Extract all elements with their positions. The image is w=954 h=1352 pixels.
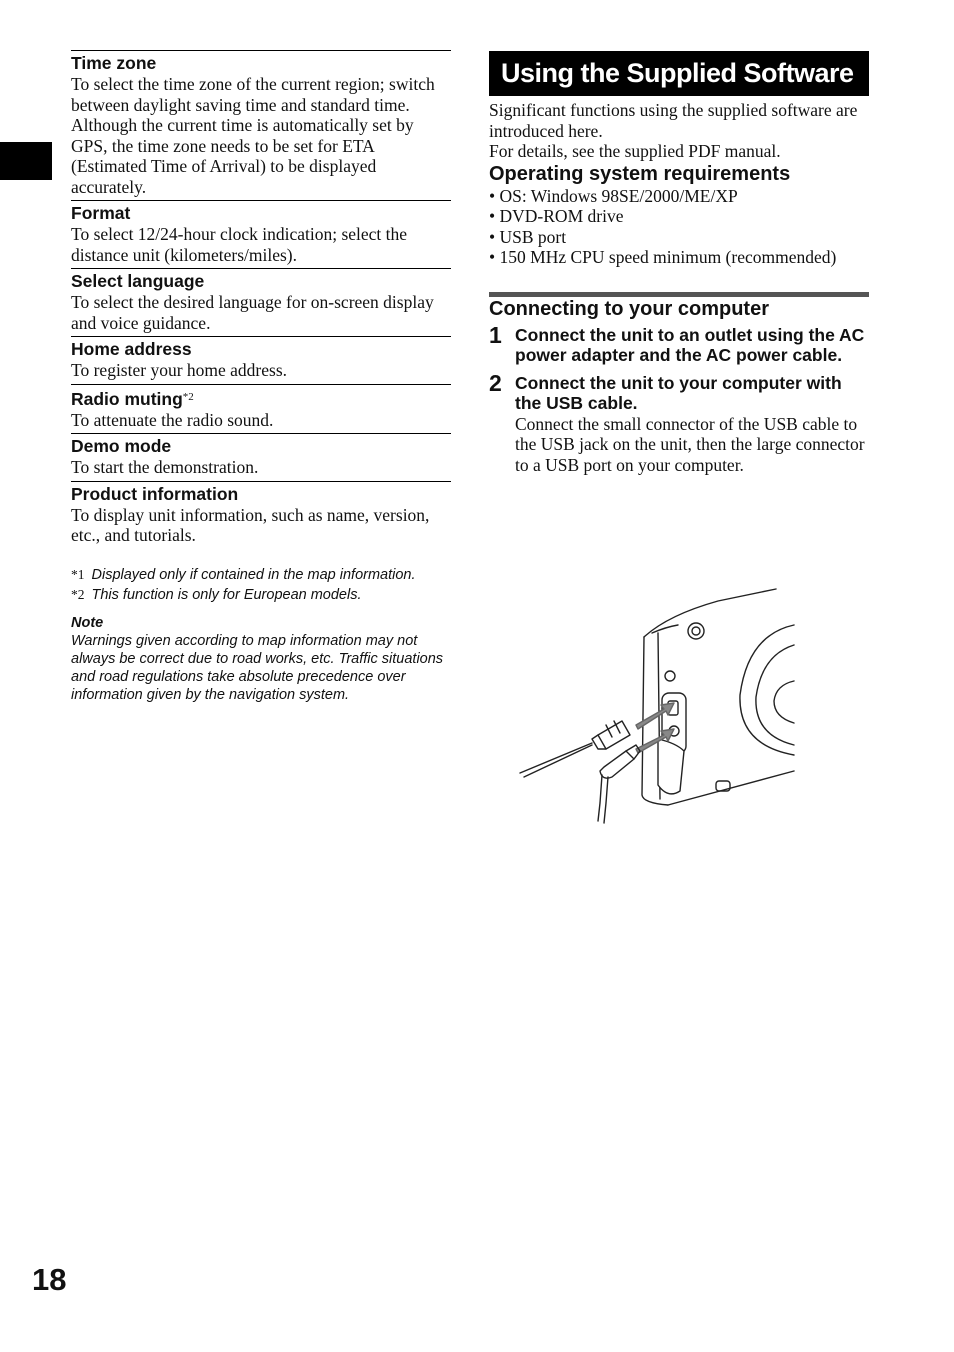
intro-text: Significant functions using the supplied software are introduced here. For details, see the supplied PDF manual. [489,100,858,161]
entry-title: Demo mode [71,436,172,456]
list-item: • OS: Windows 98SE/2000/ME/XP [489,185,738,206]
entry-title-text: Radio muting [71,388,183,409]
footnote-text: Displayed only if contained in the map information. [91,566,416,583]
step-title: Connect the unit to an outlet using the AC power adapter and the AC power cable. [515,324,865,365]
settings-entry-home-address [71,336,451,384]
footnote [71,565,451,585]
section-tab-marker [0,142,52,180]
entry-title: Product information [71,483,239,504]
settings-entry-format [71,200,451,268]
entry-text: To start the demonstration. [71,457,259,477]
settings-entry-select-language [71,268,451,336]
entry-text: To select the desired language for on-screen display and voice guidance. [71,292,434,333]
step-number: 1 [489,321,502,348]
step-2 [489,369,869,476]
list-item: • USB port [489,226,567,247]
connecting-heading: Connecting to your computer [489,297,769,320]
step-1 [489,321,869,366]
list-item-text: OS: Windows 98SE/2000/ME/XP [499,185,738,206]
note-block [71,614,451,704]
entry-title: Select language [71,271,205,291]
page-number: 18 [32,1262,67,1297]
entry-title: Home address [71,339,192,359]
section-banner: Using the Supplied Software [489,51,869,96]
step-title: Connect the unit to your computer with the USB cable. [515,372,842,413]
settings-list-column [71,50,451,704]
list-item: • 150 MHz CPU speed minimum (recommended) [489,247,837,267]
footnote-mark: *2 [71,586,85,602]
entry-title: Format [71,203,131,223]
entry-text: To select 12/24-hour clock indication; select the distance unit (kilometers/miles). [71,224,408,265]
usb-connection-illustration [518,585,798,825]
software-column [489,51,869,475]
footnote-ref: *2 [182,390,194,403]
settings-entry-radio-muting [71,384,451,434]
settings-entry-demo-mode [71,433,451,481]
footnote-mark: *1 [71,566,85,582]
footnote-text: This function is only for European models. [91,586,362,603]
step-text: Connect the small connector of the USB cable to the USB jack on the unit, then the large connector to a USB port on your computer. [515,413,865,475]
entry-title: Time zone [71,53,157,73]
note-text: Warnings given according to map information may not always be correct due to road works, etc. Traffic situations and road regulations take absolute precedence over information given by the navigation system. [71,632,444,703]
requirements-heading: Operating system requirements [489,162,791,185]
entry-text: To register your home address. [71,360,288,380]
note-title: Note [71,614,104,631]
list-item-text: 150 MHz CPU speed minimum (recommended) [499,247,837,267]
requirements-list [489,186,869,268]
entry-text: To attenuate the radio sound. [71,409,274,430]
entry-title [71,387,451,410]
settings-entry-product-information [71,481,451,549]
entry-text: To display unit information, such as name, version, etc., and tutorials. [71,504,430,545]
list-item-text: USB port [499,226,567,247]
footnotes [71,565,451,605]
settings-entry-time-zone [71,50,451,200]
list-item-text: DVD-ROM drive [499,206,624,226]
entry-text: To select the time zone of the current region; switch between daylight saving time and standard time. Although the current time is automatically set by GPS, the time zone needs to be set for ETA (Estimated Time of Arrival) to be displayed accurately. [71,74,435,197]
footnote [71,585,451,605]
step-number: 2 [489,369,502,396]
list-item: • DVD-ROM drive [489,206,624,226]
